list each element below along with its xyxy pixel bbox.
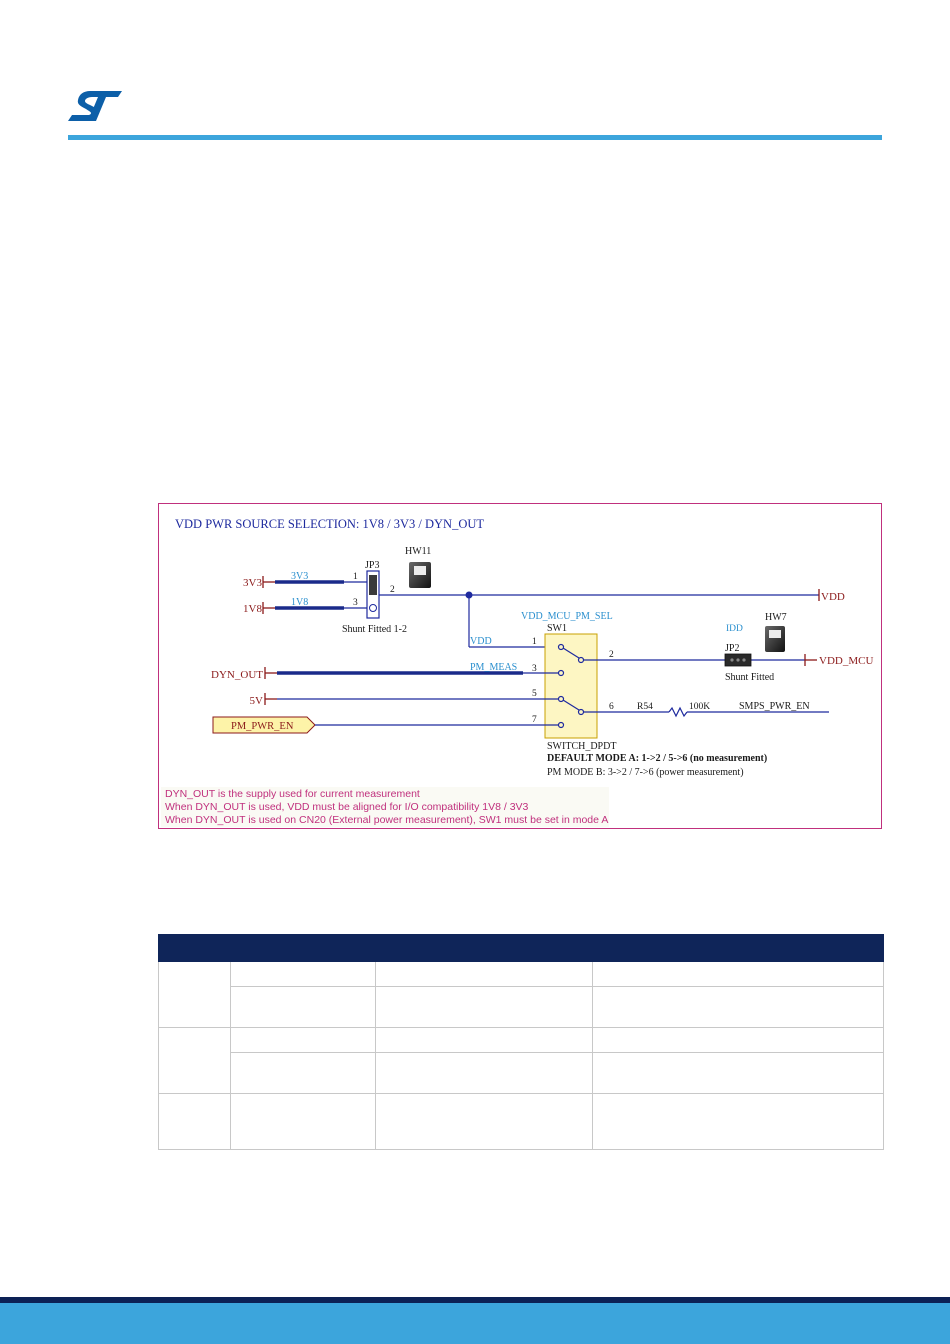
schematic-figure [158, 503, 882, 829]
jp3-label: JP3 [365, 560, 380, 571]
port-pm-pwr-en: PM_PWR_EN [231, 721, 294, 732]
jp3-pin-3: 3 [353, 598, 358, 608]
net-idd: IDD [726, 624, 743, 634]
hw7-jumper-icon [765, 626, 785, 652]
table-row [159, 962, 884, 987]
port-5v: 5V [249, 695, 263, 707]
table-header-row [159, 935, 884, 962]
jp3-pin-2: 2 [390, 585, 395, 595]
notes-box [161, 787, 609, 827]
sw1-switch-body [545, 634, 597, 738]
port-vdd-mcu: VDD_MCU [819, 655, 874, 667]
pm-mode-text: PM MODE B: 3->2 / 7->6 (power measurement) [547, 767, 744, 778]
config-table [158, 934, 884, 1150]
port-1v8: 1V8 [243, 603, 262, 615]
hw11-label: HW11 [405, 546, 432, 557]
sw1-pin-5: 5 [532, 689, 537, 699]
table-row [159, 1053, 884, 1094]
jp3-pin-1: 1 [353, 572, 358, 582]
default-mode-text: DEFAULT MODE A: 1->2 / 5->6 (no measurement) [547, 753, 768, 764]
sw1-pin-6: 6 [609, 702, 614, 712]
note-line-3: When DYN_OUT is used on CN20 (External power measurement), SW1 must be set in mode A [165, 814, 609, 826]
table-row [159, 987, 884, 1028]
jp2-label: JP2 [725, 643, 740, 654]
port-vdd: VDD [821, 591, 845, 603]
sw1-pin-3: 3 [532, 664, 537, 674]
note-line-2: When DYN_OUT is used, VDD must be aligned for I/O compatibility 1V8 / 3V3 [165, 801, 529, 813]
r54-resistor [669, 708, 687, 716]
table-header-cell [159, 935, 231, 962]
footer-bar [0, 1303, 950, 1344]
schematic-drawing [159, 504, 883, 830]
r54-value: 100K [689, 702, 711, 712]
net-1v8: 1V8 [291, 597, 309, 608]
table-row [159, 1094, 884, 1150]
st-logo [66, 88, 126, 124]
r54-label: R54 [637, 702, 653, 712]
sw1-pin-7: 7 [532, 715, 537, 725]
net-vdd: VDD [470, 636, 492, 647]
port-dyn-out: DYN_OUT [211, 669, 263, 681]
table-header-cell [593, 935, 884, 962]
sw1-type: SWITCH_DPDT [547, 741, 617, 752]
net-pm-meas: PM_MEAS [470, 662, 518, 673]
net-3v3: 3V3 [291, 571, 309, 582]
hw7-label: HW7 [765, 612, 787, 623]
jp3-shunt-label: Shunt Fitted 1-2 [342, 624, 408, 635]
port-3v3: 3V3 [243, 577, 262, 589]
table-header-cell [231, 935, 376, 962]
table-row [159, 1028, 884, 1053]
hw11-jumper-icon [409, 562, 431, 588]
table-header-cell [376, 935, 593, 962]
header-rule [68, 135, 882, 140]
note-line-1: DYN_OUT is the supply used for current measurement [165, 788, 420, 800]
schematic-title: VDD PWR SOURCE SELECTION: 1V8 / 3V3 / DYN_OUT [175, 517, 485, 531]
jp2-shunt-label: Shunt Fitted [725, 672, 775, 683]
sw1-pin-1: 1 [532, 637, 537, 647]
sw1-label: SW1 [547, 623, 567, 634]
net-vdd-mcu-pm-sel: VDD_MCU_PM_SEL [521, 611, 613, 622]
sw1-pin-2: 2 [609, 650, 614, 660]
net-smps-pwr-en: SMPS_PWR_EN [739, 701, 810, 712]
